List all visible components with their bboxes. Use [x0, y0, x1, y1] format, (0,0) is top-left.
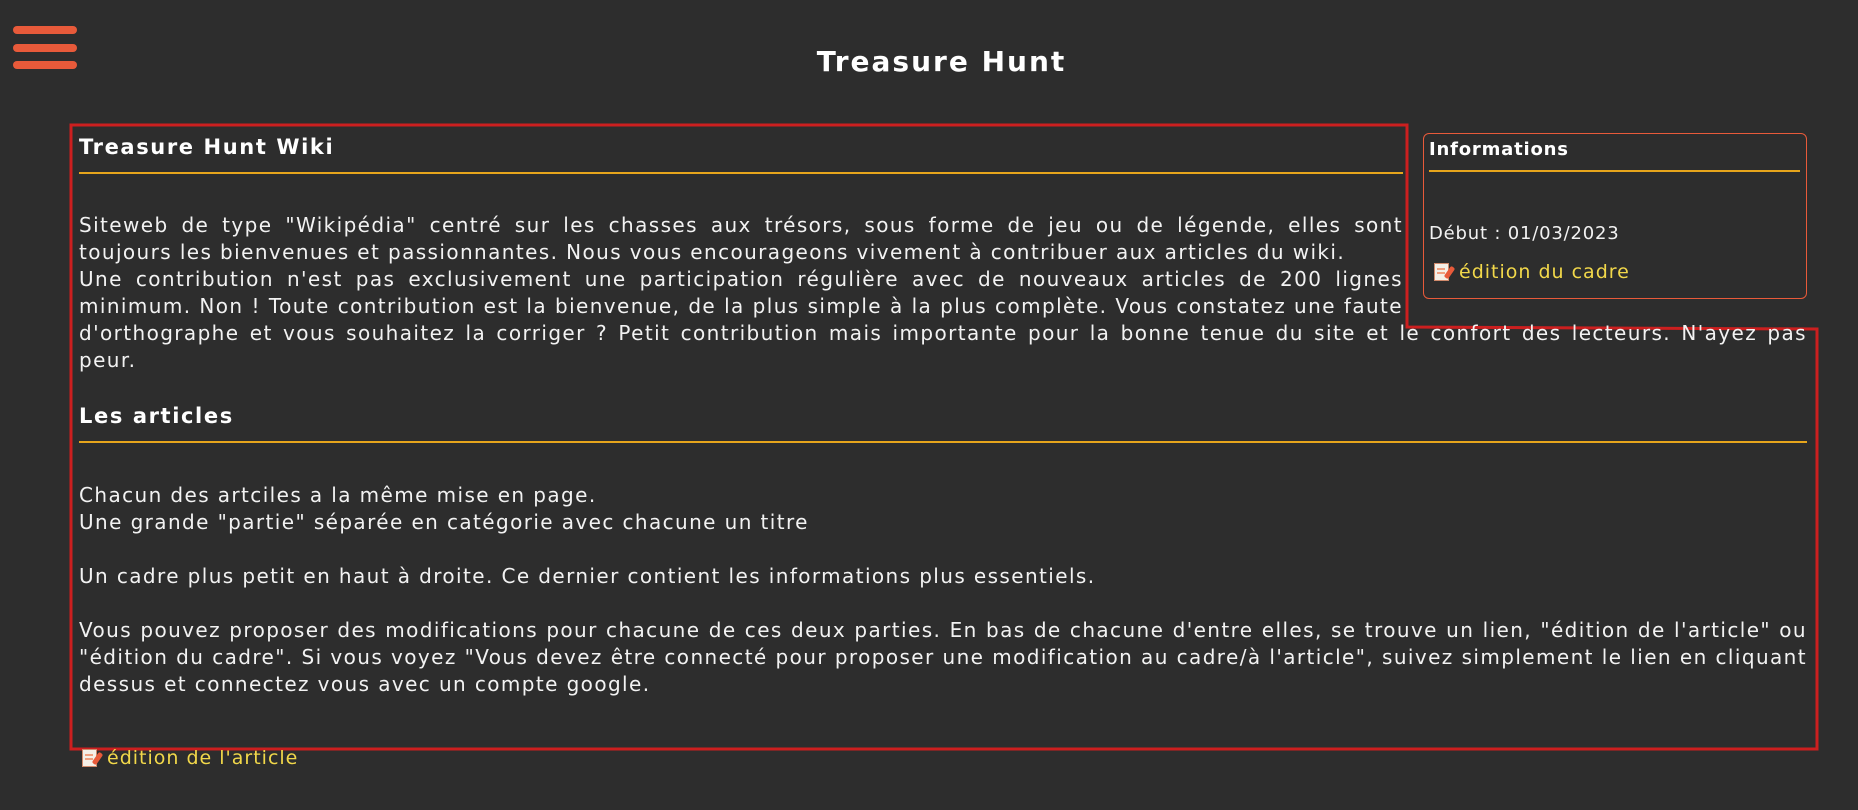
edit-article-link[interactable]	[82, 746, 298, 770]
articles-line-parts: Une grande "partie" séparée en catégorie avec chacune un titre	[79, 510, 809, 534]
edit-article-link-label: édition de l'article	[107, 747, 299, 769]
info-box-divider	[1429, 170, 1800, 172]
info-box	[1423, 133, 1807, 299]
hamburger-menu-icon-bar-top	[13, 26, 77, 34]
article-content	[79, 132, 1807, 698]
articles-line-edit-instructions: Vous pouvez proposer des modifications pour chacune de ces deux parties. En bas de chacune d'entre elles, se trouve un lien, "édition de l'article" ou "édition du cadre". Si vous voyez "Vous devez être connecté pour proposer une modification au cadre/à l'article", suivez simplement le lien en cliquant dessus et connectez vous avec un compte google.	[79, 618, 1807, 696]
wiki-intro-paragraph: Siteweb de type "Wikipédia" centré sur les chasses aux trésors, sous forme de jeu ou de légende, elles sont toujours les bienvenues et passionnantes. Nous vous encourageons vivement à contribuer aux articles du wiki.	[79, 213, 1403, 264]
edit-frame-link[interactable]	[1434, 260, 1630, 284]
edit-frame-link-label: édition du cadre	[1459, 261, 1630, 283]
site-title: Treasure Hunt	[816, 45, 1067, 78]
info-box-title: Informations	[1429, 139, 1569, 160]
wiki-contribution-paragraph: Une contribution n'est pas exclusivement une participation régulière avec de nouveaux articles de 200 lignes minimum. Non ! Toute contribution est la bienvenue, de la plus simple à la plus complète. Vous constatez une faute d'orthographe et vous souhaitez la corriger ? Petit contribution mais importante pour la bonne tenue du site et le confort des lecteurs. N'ayez pas peur.	[79, 267, 1807, 372]
articles-line-frame: Un cadre plus petit en haut à droite. Ce dernier contient les informations plus essentiels.	[79, 564, 1096, 588]
wiki-section-title: Treasure Hunt Wiki	[79, 135, 335, 159]
edit-document-icon	[1434, 263, 1449, 281]
edit-document-icon	[82, 749, 97, 767]
articles-line-layout: Chacun des artciles a la même mise en page.	[79, 483, 597, 507]
info-debut-date: Début : 01/03/2023	[1429, 223, 1620, 244]
articles-section-title: Les articles	[79, 404, 234, 428]
